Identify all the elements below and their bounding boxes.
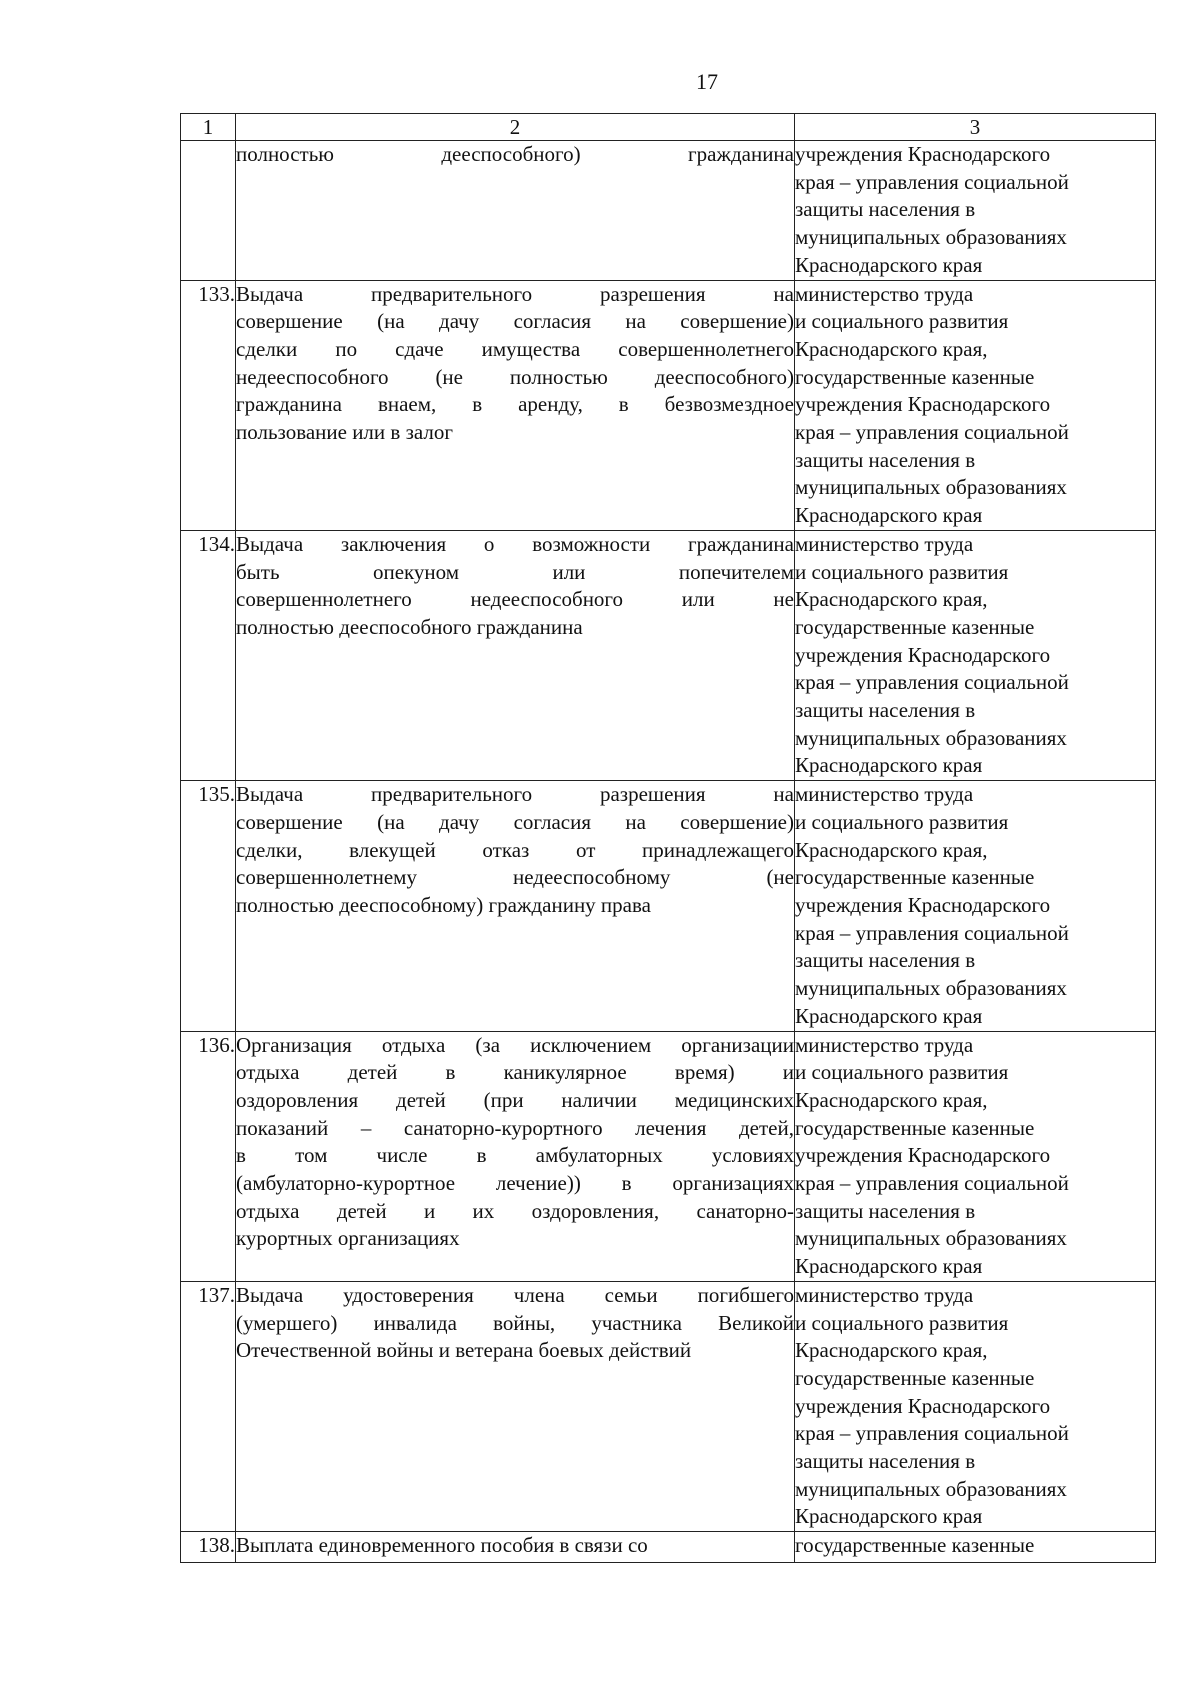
- description-line: Выдача заключения о возможности гражданина: [236, 531, 794, 556]
- description-line: сделки по сдаче имущества совершеннолетнего: [236, 336, 794, 361]
- organization-line: государственные казенные: [795, 364, 1035, 389]
- description-line: оздоровления детей (при наличии медицинских: [236, 1087, 794, 1112]
- responsible-organization: [795, 1031, 1156, 1281]
- organization-line: и социального развития: [795, 1060, 1009, 1085]
- organization-line: Краснодарского края: [795, 252, 983, 277]
- responsible-organization: [795, 1281, 1156, 1531]
- row-number: 136.: [181, 1031, 236, 1281]
- description-line: недееспособного (не полностью дееспособного): [236, 364, 794, 389]
- description-line: (амбулаторно-курортное лечение)) в организациях: [236, 1171, 794, 1196]
- organization-line: министерство труда: [795, 281, 974, 306]
- description-line: курортных организациях: [236, 1226, 460, 1251]
- column-header-3: 3: [795, 114, 1156, 141]
- service-description: [236, 781, 795, 1031]
- organization-line: Краснодарского края,: [795, 837, 988, 862]
- organization-line: Краснодарского края: [795, 1003, 983, 1028]
- organization-line: края – управления социальной: [795, 1421, 1069, 1446]
- organization-line: муниципальных образованиях: [795, 1476, 1067, 1501]
- description-line: совершеннолетнему недееспособному (не: [236, 865, 794, 890]
- organization-line: защиты населения в: [795, 1198, 976, 1223]
- description-line: в том числе в амбулаторных условиях: [236, 1143, 794, 1168]
- organization-line: муниципальных образованиях: [795, 976, 1067, 1001]
- row-number: 135.: [181, 781, 236, 1031]
- description-line: полностью дееспособному) гражданину права: [236, 892, 651, 917]
- table-row: [181, 530, 1156, 780]
- page-number: 17: [696, 69, 718, 94]
- organization-line: Краснодарского края,: [795, 1087, 988, 1112]
- organization-line: муниципальных образованиях: [795, 1226, 1067, 1251]
- row-number: 134.: [181, 530, 236, 780]
- organization-line: и социального развития: [795, 309, 1009, 334]
- service-description: [236, 1031, 795, 1281]
- organization-line: муниципальных образованиях: [795, 225, 1067, 250]
- organization-line: учреждения Краснодарского: [795, 892, 1051, 917]
- description-line: отдыха детей в каникулярное время) и: [236, 1060, 794, 1085]
- description-line: Выдача удостоверения члена семьи погибшего: [236, 1282, 794, 1307]
- organization-line: Краснодарского края,: [795, 587, 988, 612]
- organization-line: министерство труда: [795, 782, 974, 807]
- organization-line: учреждения Краснодарского: [795, 1393, 1051, 1418]
- description-line: Выдача предварительного разрешения на: [236, 281, 794, 306]
- organization-line: края – управления социальной: [795, 670, 1069, 695]
- description-line: сделки, влекущей отказ от принадлежащего: [236, 837, 794, 862]
- row-number: 137.: [181, 1281, 236, 1531]
- organization-line: министерство труда: [795, 531, 974, 556]
- organization-line: края – управления социальной: [795, 920, 1069, 945]
- table-body: [181, 141, 1156, 1563]
- table-row: [181, 1281, 1156, 1531]
- organization-line: края – управления социальной: [795, 1171, 1069, 1196]
- description-line: полностью дееспособного гражданина: [236, 614, 583, 639]
- responsible-organization: [795, 530, 1156, 780]
- organization-line: края – управления социальной: [795, 420, 1069, 445]
- organization-line: и социального развития: [795, 559, 1009, 584]
- responsible-organization: [795, 141, 1156, 281]
- description-line: совершеннолетнего недееспособного или не: [236, 587, 794, 612]
- description-line: Выплата единовременного пособия в связи со: [236, 1533, 648, 1558]
- organization-line: Краснодарского края: [795, 753, 983, 778]
- description-line: быть опекуном или попечителем: [236, 559, 794, 584]
- table-row: [181, 141, 1156, 281]
- row-number: 138.: [181, 1532, 236, 1563]
- organization-line: защиты населения в: [795, 447, 976, 472]
- organization-line: муниципальных образованиях: [795, 725, 1067, 750]
- organization-line: государственные казенные: [795, 865, 1035, 890]
- organization-line: Краснодарского края,: [795, 336, 988, 361]
- organization-line: защиты населения в: [795, 698, 976, 723]
- organization-line: министерство труда: [795, 1032, 974, 1057]
- organization-line: учреждения Краснодарского: [795, 142, 1051, 166]
- table-header-row: [181, 114, 1156, 141]
- organization-line: защиты населения в: [795, 948, 976, 973]
- column-header-1: 1: [181, 114, 236, 141]
- description-line: совершение (на дачу согласия на совершение): [236, 309, 794, 334]
- service-description: [236, 1532, 795, 1563]
- table-row: [181, 1031, 1156, 1281]
- organization-line: учреждения Краснодарского: [795, 1143, 1051, 1168]
- description-line: пользование или в залог: [236, 420, 453, 445]
- organization-line: защиты населения в: [795, 197, 976, 222]
- column-header-2: 2: [236, 114, 795, 141]
- organization-line: государственные казенные: [795, 1533, 1035, 1558]
- description-line: показаний – санаторно-курортного лечения детей,: [236, 1115, 794, 1140]
- organization-line: края – управления социальной: [795, 169, 1069, 194]
- organization-line: Краснодарского края: [795, 1254, 983, 1279]
- service-description: [236, 1281, 795, 1531]
- organization-line: государственные казенные: [795, 1115, 1035, 1140]
- description-line: гражданина внаем, в аренду, в безвозмездное: [236, 392, 794, 417]
- description-line: совершение (на дачу согласия на совершение): [236, 809, 794, 834]
- row-number: [181, 141, 236, 281]
- row-number: 133.: [181, 280, 236, 530]
- organization-line: Краснодарского края: [795, 503, 983, 528]
- organization-line: Краснодарского края: [795, 1504, 983, 1529]
- description-line: Выдача предварительного разрешения на: [236, 782, 794, 807]
- table-row: [181, 781, 1156, 1031]
- table-row: [181, 280, 1156, 530]
- description-line: Организация отдыха (за исключением организации: [236, 1032, 794, 1057]
- service-description: [236, 280, 795, 530]
- services-table: [180, 113, 1156, 1563]
- description-line: (умершего) инвалида войны, участника Великой: [236, 1310, 794, 1335]
- organization-line: министерство труда: [795, 1282, 974, 1307]
- organization-line: учреждения Краснодарского: [795, 642, 1051, 667]
- responsible-organization: [795, 1532, 1156, 1563]
- organization-line: и социального развития: [795, 1310, 1009, 1335]
- organization-line: и социального развития: [795, 809, 1009, 834]
- service-description: [236, 530, 795, 780]
- organization-line: защиты населения в: [795, 1449, 976, 1474]
- responsible-organization: [795, 781, 1156, 1031]
- description-line: полностью дееспособного) гражданина: [236, 142, 794, 166]
- table-row: [181, 1532, 1156, 1563]
- organization-line: государственные казенные: [795, 614, 1035, 639]
- organization-line: учреждения Краснодарского: [795, 392, 1051, 417]
- organization-line: Краснодарского края,: [795, 1338, 988, 1363]
- description-line: отдыха детей и их оздоровления, санаторно-: [236, 1198, 794, 1223]
- organization-line: муниципальных образованиях: [795, 475, 1067, 500]
- description-line: Отечественной войны и ветерана боевых действий: [236, 1338, 692, 1363]
- service-description: [236, 141, 795, 281]
- responsible-organization: [795, 280, 1156, 530]
- organization-line: государственные казенные: [795, 1365, 1035, 1390]
